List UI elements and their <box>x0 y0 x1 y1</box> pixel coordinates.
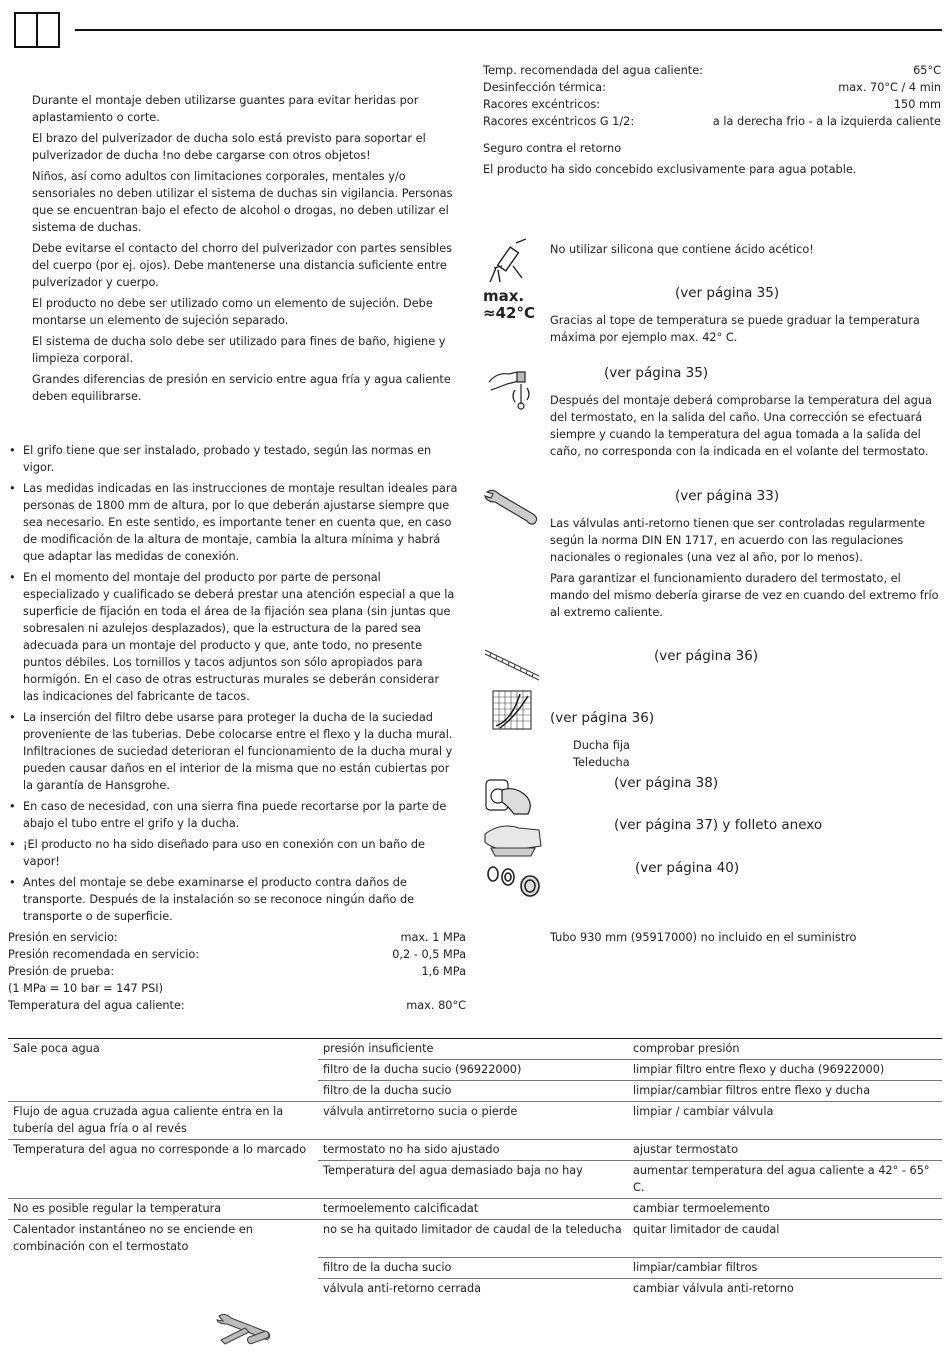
safety-note: El brazo del pulverizador de ducha solo está previsto para soportar el pulverizador de ducha !no debe cargarse con otros objetos! <box>32 132 426 162</box>
technical-specs <box>8 929 466 1014</box>
hand-cleaning-icon <box>483 820 543 858</box>
trouble-cause: válvula antirretorno sucia o pierde <box>318 1102 628 1140</box>
trouble-problem: Sale poca agua <box>8 1039 318 1060</box>
trouble-row <box>8 1257 942 1278</box>
safety-note: El producto no debe ser utilizado como un elemento de sujeción. Debe montarse un elemento de sujeción separado. <box>32 297 433 327</box>
max-label: max. <box>483 287 525 305</box>
trouble-row <box>8 1039 942 1060</box>
spec-label: Presión de prueba: <box>8 965 115 978</box>
trouble-remedy: limpiar filtro entre flexo y ducha (96922000) <box>628 1060 942 1081</box>
installation-note: • En caso de necesidad, con una sierra fina puede recortarse por la parte de abajo el tubo entre el grifo y la ducha. <box>8 798 458 832</box>
trouble-cause: presión insuficiente <box>318 1039 628 1060</box>
silicone-gun-icon <box>486 238 532 284</box>
spec-row <box>8 963 466 980</box>
trouble-problem <box>8 1081 318 1102</box>
installation-note: • Antes del montaje se debe examinarse el producto contra daños de transporte. Después de la instalación so se reconoce ningún daño de transporte o de superficie. <box>8 874 458 925</box>
trouble-remedy: limpiar / cambiar válvula <box>628 1102 942 1140</box>
ref-page-33: (ver página 33) <box>675 488 780 504</box>
tech-row <box>483 113 941 130</box>
trouble-row <box>8 1140 942 1161</box>
ref-page-36-a: (ver página 36) <box>654 648 759 664</box>
thermostat-handle-icon <box>484 776 536 816</box>
trouble-cause: termoelemento calcificadat <box>318 1199 628 1220</box>
safety-note: Grandes diferencias de presión en servicio entre agua fría y agua caliente deben equilibrarse. <box>32 373 451 403</box>
spec-value: 0,2 - 0,5 MPa <box>392 948 466 961</box>
ref-page-35-a: (ver página 35) <box>675 285 780 301</box>
trouble-problem <box>8 1060 318 1081</box>
trouble-row <box>8 1278 942 1299</box>
tech-row <box>483 79 941 96</box>
spec-row <box>8 997 466 1014</box>
installation-notes <box>8 442 458 929</box>
trouble-cause: filtro de la ducha sucio <box>318 1257 628 1278</box>
tech-row <box>483 62 941 79</box>
safety-note: Niños, así como adultos con limitaciones corporales, mentales y/o sensoriales no deben utilizar el sistema de duchas sin vigilancia. Personas que se encuentran bajo el efecto de alcohol o drogas, no deben utilizar el sistema de duchas. <box>32 170 453 234</box>
flow-item-fixed-shower: Ducha fija <box>573 739 630 752</box>
book-icon <box>14 12 60 48</box>
spec-value: max. 1 MPa <box>400 931 466 944</box>
backflow-note: Seguro contra el retorno <box>483 142 622 155</box>
flow-item-hand-shower: Teleducha <box>573 756 630 769</box>
calibration-text: Después del montaje deberá comprobarse la temperatura del agua del termostato, en la salida del caño. Una corrección se efectuará siempre y cuando la temperatura del agua tomada a la salida del caño, no corresponda con la indicada en el volante del termostato. <box>550 394 932 458</box>
ref-page-40: (ver página 40) <box>635 860 740 876</box>
potable-note: El producto ha sido concebido exclusivamente para agua potable. <box>483 163 857 176</box>
spec-row <box>8 980 466 997</box>
trouble-problem <box>8 1278 318 1299</box>
tech-data <box>483 62 941 130</box>
trouble-row <box>8 1220 942 1258</box>
spec-label: Presión en servicio: <box>8 931 118 944</box>
trouble-row <box>8 1161 942 1199</box>
trouble-cause: válvula anti-retorno cerrada <box>318 1278 628 1299</box>
trouble-remedy: comprobar presión <box>628 1039 942 1060</box>
maintenance-text-2: Para garantizar el funcionamiento duradero del termostato, el mando del mismo debería girarse de vez en cuando del extremo frío al extremo caliente. <box>550 572 939 619</box>
trouble-problem: Temperatura del agua no corresponde a lo marcado <box>8 1140 318 1161</box>
spec-value: 1,6 MPa <box>421 965 466 978</box>
flow-diagram-icon <box>492 690 532 730</box>
installation-note: • El grifo tiene que ser instalado, probado y testado, según las normas en vigor. <box>8 442 458 476</box>
tech-label: Desinfección térmica: <box>483 81 606 94</box>
installation-note: • La inserción del filtro debe usarse para proteger la ducha de la suciedad proveniente de las tuberias. Debe colocarse entre el flexo y la ducha mural. Infiltraciones de suciedad deterioran el funcionamiento de la ducha mural y pueden causar daños en el interior de la misma que no están cubiertas por la garantía de Hansgrohe. <box>8 709 458 794</box>
wrench-icon <box>483 488 541 526</box>
trouble-remedy: ajustar termostato <box>628 1140 942 1161</box>
trouble-row <box>8 1060 942 1081</box>
trouble-problem: Flujo de agua cruzada agua caliente entra en la tubería del agua fría o al revés <box>8 1102 318 1140</box>
trouble-problem: Calentador instantáneo no se enciende en combinación con el termostato <box>8 1220 318 1258</box>
tech-label: Racores excéntricos G 1/2: <box>483 115 635 128</box>
trouble-row <box>8 1199 942 1220</box>
tube-note: Tubo 930 mm (95917000) no incluido en el suministro <box>550 931 857 944</box>
spec-row <box>8 946 466 963</box>
spare-parts-icon <box>484 860 542 898</box>
trouble-remedy: limpiar/cambiar filtros <box>628 1257 942 1278</box>
installation-note: • Las medidas indicadas en las instrucciones de montaje resultan ideales para personas de 1800 mm de altura, por lo que deberán ajustarse siempre que sea necesario. En este sentido, es importante tener en cuenta que, en caso de modificación de la altura de montaje, cambia la altura mínima y habrá que adaptar las medidas de conexión. <box>8 480 458 565</box>
ruler-icon <box>483 648 541 684</box>
header-rule <box>75 29 942 31</box>
safety-note: El sistema de ducha solo debe ser utilizado para fines de baño, higiene y limpieza corporal. <box>32 335 446 365</box>
trouble-cause: filtro de la ducha sucio <box>318 1081 628 1102</box>
trouble-remedy: limpiar/cambiar filtros entre flexo y ducha <box>628 1081 942 1102</box>
spec-label: Temperatura del agua caliente: <box>8 999 185 1012</box>
tech-value: 150 mm <box>893 98 941 111</box>
temp-stop-text: Gracias al tope de temperatura se puede graduar la temperatura máxima por ejemplo max. 42° C. <box>550 314 920 344</box>
tools-icon <box>215 1310 273 1346</box>
spec-row <box>8 929 466 946</box>
trouble-row <box>8 1081 942 1102</box>
trouble-cause: filtro de la ducha sucio (96922000) <box>318 1060 628 1081</box>
spec-label: Presión recomendada en servicio: <box>8 948 200 961</box>
safety-notes <box>32 92 464 409</box>
safety-note: Durante el montaje deben utilizarse guantes para evitar heridas por aplastamiento o corte. <box>32 94 419 124</box>
installation-note: • ¡El producto no ha sido diseñado para uso en conexión con un baño de vapor! <box>8 836 458 870</box>
trouble-remedy: quitar limitador de caudal <box>628 1220 942 1258</box>
trouble-problem <box>8 1257 318 1278</box>
trouble-problem <box>8 1161 318 1199</box>
tech-row <box>483 96 941 113</box>
trouble-row <box>8 1102 942 1140</box>
trouble-remedy: aumentar temperatura del agua caliente a 42° - 65° C. <box>628 1161 942 1199</box>
trouble-remedy: cambiar válvula anti-retorno <box>628 1278 942 1299</box>
trouble-remedy: cambiar termoelemento <box>628 1199 942 1220</box>
ref-page-35-b: (ver página 35) <box>604 365 709 381</box>
troubleshooting-table <box>8 1038 942 1299</box>
safety-note: Debe evitarse el contacto del chorro del pulverizador con partes sensibles del cuerpo (por ej. ojos). Debe mantenerse una distancia suficiente entre pulverizador y cuerpo. <box>32 242 453 289</box>
ref-page-38: (ver página 38) <box>614 775 719 791</box>
spec-value: max. 80°C <box>406 999 466 1012</box>
installation-note: • En el momento del montaje del producto por parte de personal especializado y cualificado se deberá prestar una atención especial a que la superficie de fijación en toda el área de la fijación sea plana (sin juntas que sobresalen ni azulejos desplazados), que la estructura de la pared sea adecuada para un montaje del producto y que, ante todo, no presente puntos débiles. Los tornillos y tacos adjuntos son sólo apropiados para hormigón. En el caso de otras estructuras murales se deberán considerar las indicaciones del fabricante de tacos. <box>8 569 458 705</box>
trouble-cause: no se ha quitado limitador de caudal de la teleducha <box>318 1220 628 1258</box>
tech-value: max. 70°C / 4 min <box>838 81 941 94</box>
trouble-cause: termostato no ha sido ajustado <box>318 1140 628 1161</box>
tech-label: Temp. recomendada del agua caliente: <box>483 64 703 77</box>
tech-value: a la derecha frio - a la izquierda caliente <box>712 115 941 128</box>
tech-label: Racores excéntricos: <box>483 98 601 111</box>
thermometer-hand-icon <box>487 364 535 410</box>
tech-value: 65°C <box>913 64 941 77</box>
max-temp-label: ≈42°C <box>483 304 535 322</box>
ref-page-36-b: (ver página 36) <box>550 710 655 726</box>
trouble-problem: No es posible regular la temperatura <box>8 1199 318 1220</box>
ref-page-37: (ver página 37) y folleto anexo <box>614 817 823 833</box>
trouble-cause: Temperatura del agua demasiado baja no hay <box>318 1161 628 1199</box>
spec-label: (1 MPa = 10 bar = 147 PSI) <box>8 982 164 995</box>
silicone-warning: No utilizar silicona que contiene ácido acético! <box>550 243 814 256</box>
maintenance-text-1: Las válvulas anti-retorno tienen que ser controladas regularmente según la norma DIN EN 1717, en acuerdo con las regulaciones nacionales o regionales (una vez al año, por lo menos). <box>550 517 925 564</box>
